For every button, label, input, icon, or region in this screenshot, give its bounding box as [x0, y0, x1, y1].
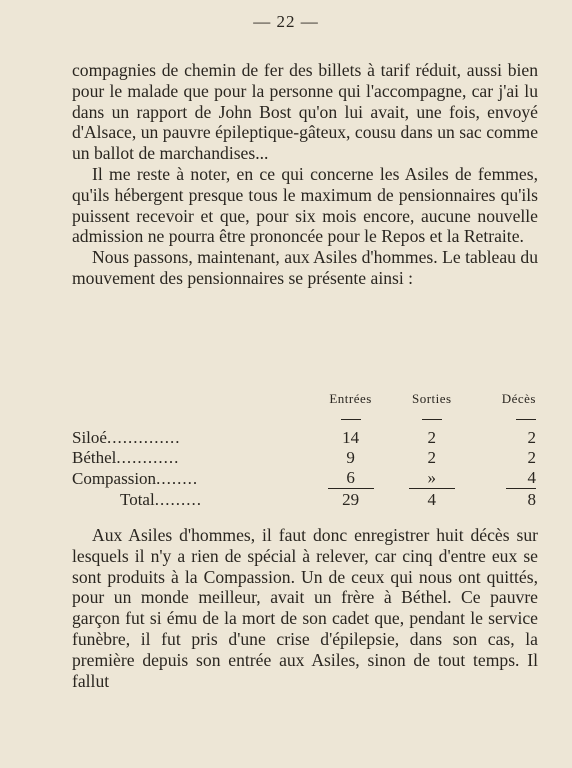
leader-dots: ........: [156, 468, 199, 488]
header-entrees: Entrées: [329, 391, 372, 406]
table-row: [72, 428, 540, 448]
cell-deces: 4: [506, 468, 536, 489]
cell-entrees: 14: [342, 428, 360, 447]
cell-entrees: 6: [328, 468, 374, 489]
total-label: Total: [120, 490, 155, 509]
body-text-top: [72, 60, 538, 289]
leader-dots: ............: [116, 448, 180, 467]
table-row: [72, 468, 540, 489]
row-name: Compassion: [72, 468, 157, 488]
paragraph-deces: Aux Asiles d'hommes, il faut donc enregistrer huit décès sur lesquels il n'y a rien de spécial à relever, car cinq d'entre eux se sont produits à la Compassion. Un de ceux qui nous ont quittés, pour un monde meilleur, avait un frère à Béthel. Ce pauvre garçon fut si ému de la mort de son cadet que, pendant le service funèbre, il fut pris d'une crise d'épilepsie, dans son cas, la première depuis son entrée aux Asiles, sinon de tout temps. Il fallut: [72, 525, 538, 691]
movement-table: [72, 388, 540, 511]
cell-sorties: »: [409, 468, 455, 489]
table-row: [72, 448, 540, 468]
page-number: — 22 —: [253, 12, 319, 31]
total-deces: 8: [527, 490, 536, 509]
header-dash-row: [72, 410, 540, 428]
dash-rule: [516, 419, 536, 420]
cell-deces: 2: [527, 428, 536, 447]
total-entrees: 29: [342, 490, 360, 509]
dash-rule: [422, 419, 442, 420]
row-name: Béthel: [72, 448, 117, 467]
header-sorties: Sorties: [411, 391, 452, 406]
cell-sorties: 2: [427, 448, 437, 467]
table-total-row: [72, 489, 540, 511]
cell-entrees: 9: [346, 448, 355, 467]
body-text-bottom: [72, 525, 538, 691]
dash-rule: [341, 419, 361, 420]
cell-sorties: 2: [427, 428, 437, 447]
total-sorties: 4: [427, 490, 437, 509]
cell-deces: 2: [527, 448, 536, 467]
leader-dots: ..............: [106, 428, 181, 447]
paragraph-continuation: compagnies de chemin de fer des billets à tarif réduit, aussi bien pour le malade que pour la personne qui l'accompagne, car j'ai lu dans un rapport de John Bost qu'on lui avait, une fois, envoyé d'Alsace, un pauvre épileptique-gâteux, cousu dans un sac comme un ballot de marchandises...: [72, 60, 538, 164]
paragraph-asiles-hommes: Nous passons, maintenant, aux Asiles d'hommes. Le tableau du mouvement des pensionnaires se présente ainsi :: [72, 247, 538, 288]
header-deces: Décès: [501, 391, 536, 406]
leader-dots: .........: [154, 490, 202, 509]
paragraph-asiles-femmes: Il me reste à noter, en ce qui concerne les Asiles de femmes, qu'ils hébergent presque tous le maximum de pensionnaires qu'ils puissent recevoir et que, pour six mois encore, aucune nouvelle admission ne pourra être prononcée pour le Repos et la Retraite.: [72, 163, 538, 247]
table-header-row: [72, 388, 540, 410]
row-name: Siloé: [72, 428, 107, 447]
